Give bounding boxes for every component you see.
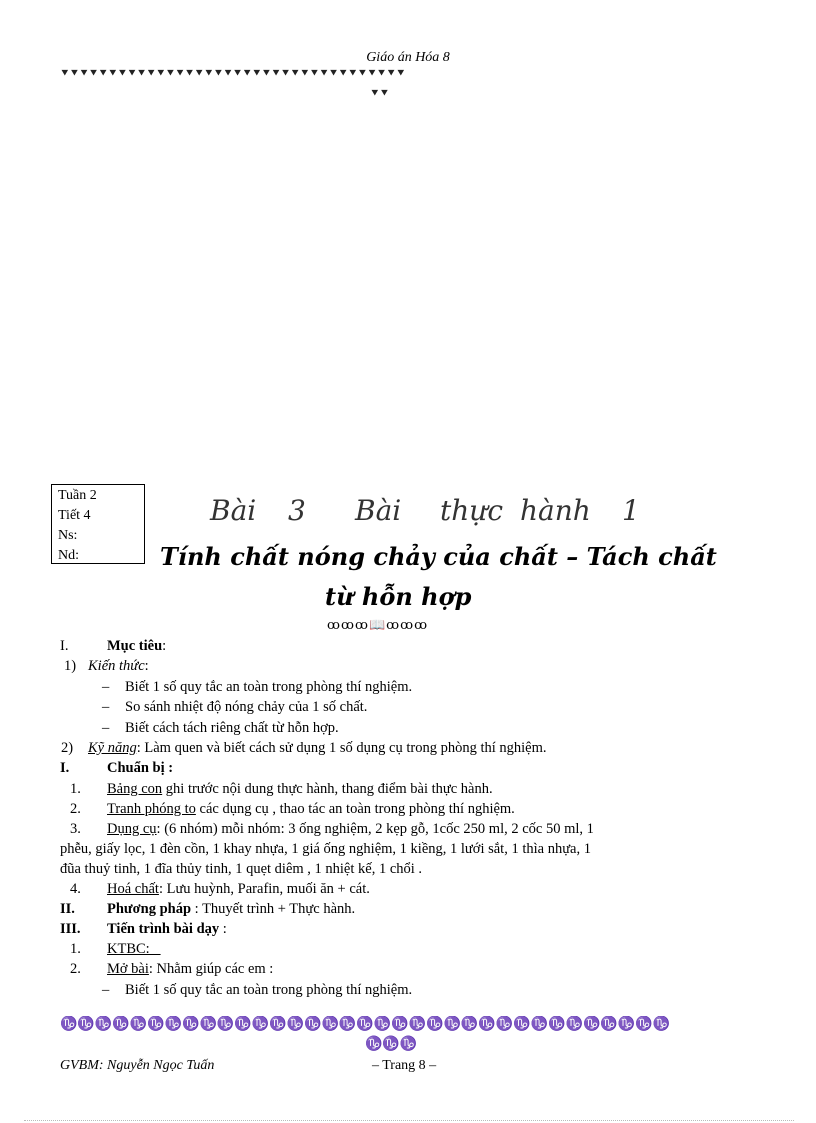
knowledge-heading: Kiến thức: [88, 658, 149, 674]
knowledge-item-3: Biết cách tách riêng chất từ hỗn hợp. [125, 720, 339, 736]
knowledge-bullet: – [102, 699, 110, 715]
header-ornament-row: ⯆⯆⯆⯆⯆⯆⯆⯆⯆⯆⯆⯆⯆⯆⯆⯆⯆⯆⯆⯆⯆⯆⯆⯆⯆⯆⯆⯆⯆⯆⯆⯆⯆⯆⯆⯆ [60, 66, 406, 80]
page-bottom-divider [24, 1120, 794, 1121]
knowledge-item-2: So sánh nhiệt độ nóng chảy của 1 số chất. [125, 699, 368, 715]
step-2-item: Biết 1 số quy tắc an toàn trong phòng thí nghiệm. [125, 982, 413, 998]
skill-line: Kỹ năng: Làm quen và biết cách sử dụng 1 số dụng cụ trong phòng thí nghiệm. [88, 740, 547, 756]
lesson-word-one: 1 [622, 494, 640, 527]
section-2-heading: Chuẩn bị : [107, 760, 174, 776]
section-4-heading: Tiến trình bài dạy : [107, 921, 227, 937]
section-3-line: Phương pháp : Thuyết trình + Thực hành. [107, 901, 356, 917]
knowledge-bullet: – [102, 679, 110, 695]
lesson-number: 3 [288, 494, 306, 527]
prep-3-line-3: đũa thuỷ tinh, 1 đĩa thủy tinh, 1 quẹt diêm , 1 nhiệt kế, 1 chổi . [60, 861, 423, 877]
lesson-word-thuc: thực [440, 494, 503, 527]
week-label: Tuần 2 [58, 488, 97, 503]
section-3-number: II. [60, 901, 75, 917]
step-1-label: KTBC: [107, 941, 161, 957]
section-4-number: III. [60, 921, 81, 937]
footer-ornament-row: ♑♑♑♑♑♑♑♑♑♑♑♑♑♑♑♑♑♑♑♑♑♑♑♑♑♑♑♑♑♑♑♑♑♑♑ [60, 1017, 671, 1032]
lesson-info-box [51, 484, 145, 564]
section-1-heading: Mục tiêu: [107, 638, 167, 654]
lesson-title-line-2: từ hỗn hợp [325, 582, 472, 611]
nd-label: Nd: [58, 548, 79, 563]
step-2-number: 2. [70, 961, 81, 977]
knowledge-bullet: – [102, 720, 110, 736]
lesson-title-line-1: Tính chất nóng chảy của chất – Tách chất [160, 542, 717, 571]
footer-ornament-row-2: ♑♑♑ [365, 1037, 418, 1052]
lesson-word-bai: Bài [210, 494, 257, 527]
prep-2-line: Tranh phóng to các dụng cụ , thao tác an toàn trong phòng thí nghiệm. [107, 801, 515, 817]
prep-3-number: 3. [70, 821, 81, 837]
step-2-line: Mở bài: Nhằm giúp các em : [107, 961, 274, 977]
page-header-title: Giáo án Hóa 8 [366, 50, 450, 65]
lesson-word-bai-2: Bài [355, 494, 402, 527]
prep-2-number: 2. [70, 801, 81, 817]
skill-number: 2) [61, 740, 74, 756]
knowledge-item-1: Biết 1 số quy tắc an toàn trong phòng thí nghiệm. [125, 679, 413, 695]
section-1-number: I. [60, 638, 69, 654]
title-decoration: ꝏꝏꝏ📖ꝏꝏꝏ [327, 617, 429, 632]
lesson-word-hanh: hành [520, 494, 591, 527]
prep-1-number: 1. [70, 781, 81, 797]
knowledge-number: 1) [64, 658, 77, 674]
prep-3-line-1: Dụng cụ: (6 nhóm) mỗi nhóm: 3 ống nghiệm, 2 kẹp gỗ, 1cốc 250 ml, 2 cốc 50 ml, 1 [107, 821, 594, 837]
footer-page-number: – Trang 8 – [372, 1058, 437, 1073]
period-label: Tiết 4 [58, 508, 91, 523]
header-ornament-row-2: ⯆⯆ [370, 86, 390, 100]
prep-4-line: Hoá chất: Lưu huỳnh, Parafin, muối ăn + cát. [107, 881, 370, 897]
footer-author: GVBM: Nguyễn Ngọc Tuấn [60, 1058, 215, 1073]
prep-3-line-2: phễu, giấy lọc, 1 đèn cồn, 1 khay nhựa, 1 giá ống nghiệm, 1 kiềng, 1 lưới sắt, 1 thìa nhựa, 1 [60, 841, 591, 857]
step-1-number: 1. [70, 941, 81, 957]
ns-label: Ns: [58, 528, 78, 543]
prep-4-number: 4. [70, 881, 81, 897]
prep-1-line: Bảng con ghi trước nội dung thực hành, thang điểm bài thực hành. [107, 781, 493, 797]
step-2-bullet: – [102, 982, 110, 998]
section-2-number: I. [60, 760, 70, 776]
